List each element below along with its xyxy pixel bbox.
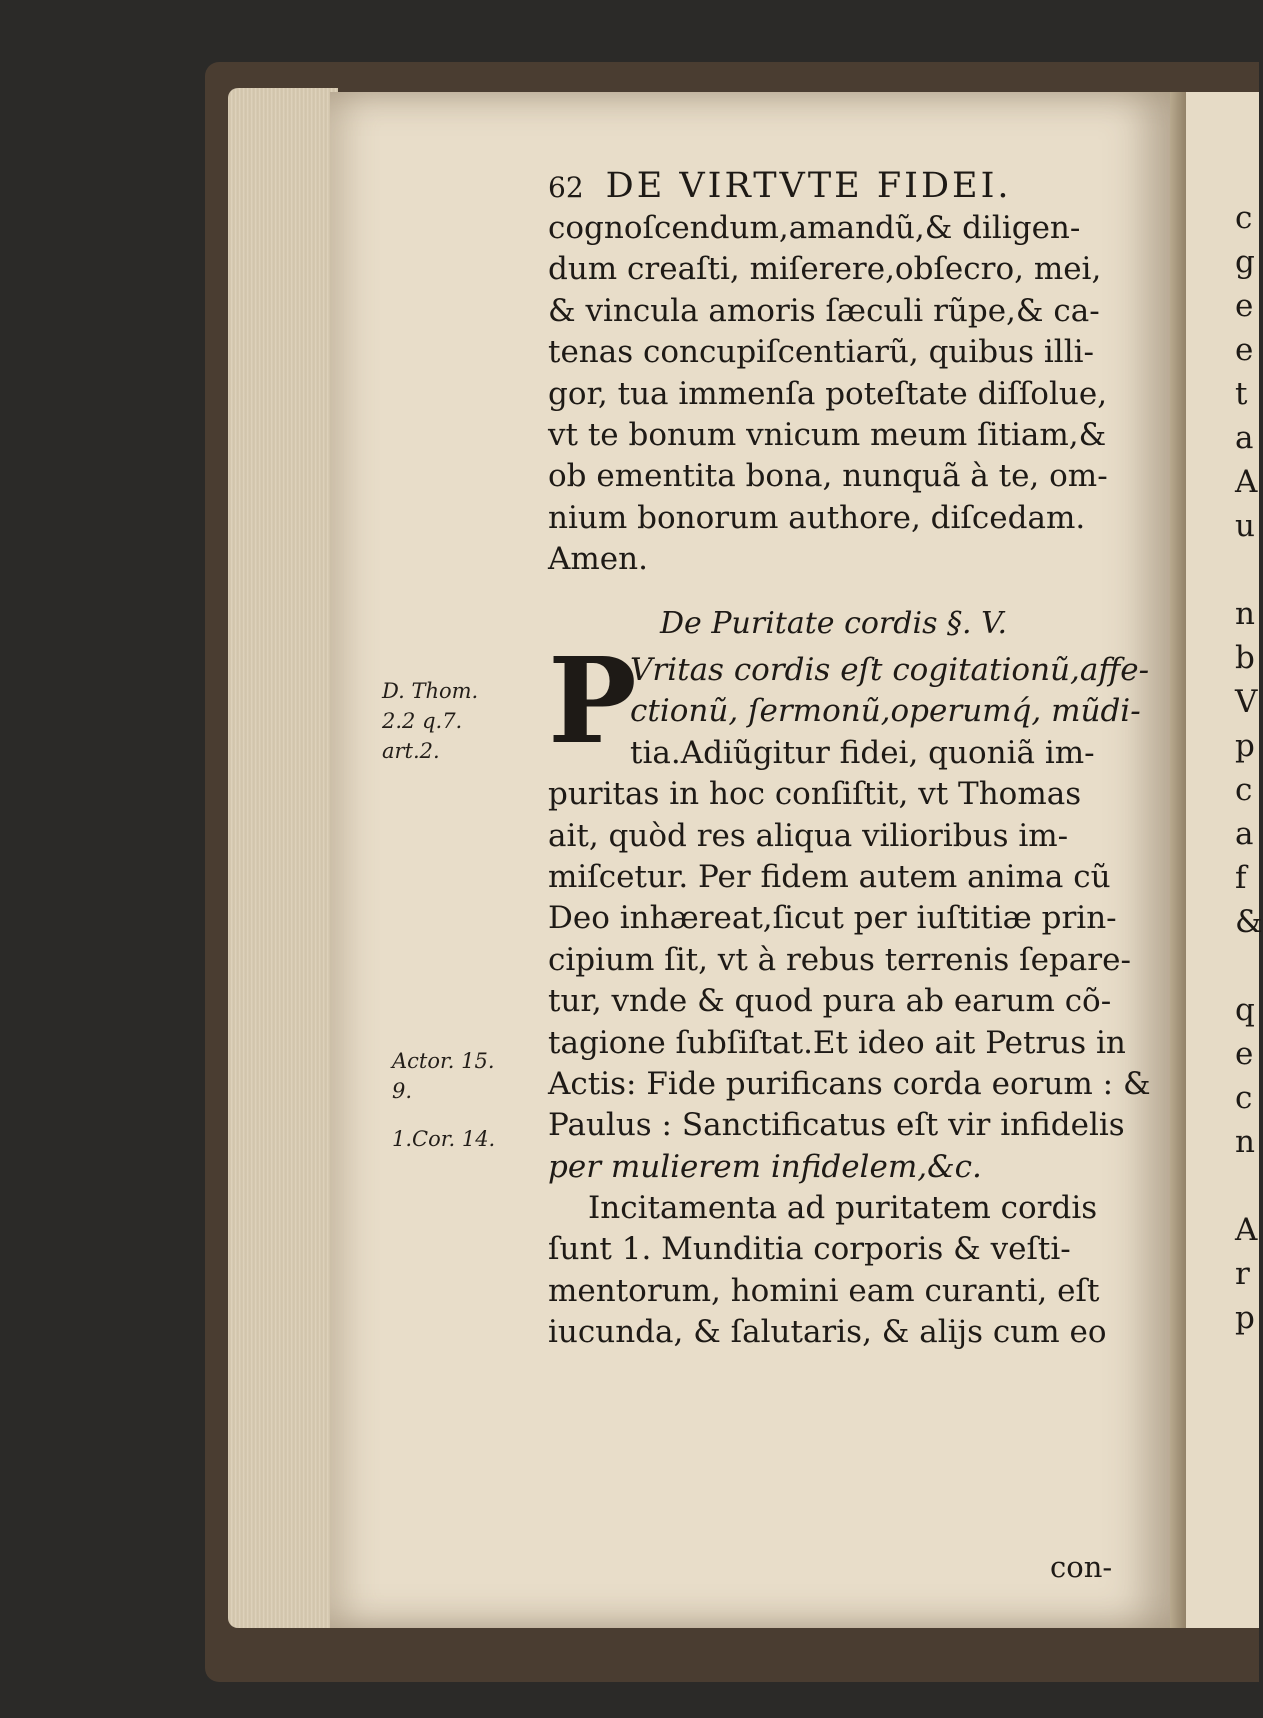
page-number: 62 bbox=[548, 171, 584, 204]
right-page-letter: e bbox=[1235, 1036, 1254, 1072]
running-head-title: DE VIRTVTE FIDEI. bbox=[605, 166, 1012, 206]
text-line: ſunt 1. Munditia corporis & veſti- bbox=[548, 1231, 1071, 1268]
right-page-letter: n bbox=[1235, 1124, 1255, 1160]
text-line: Actis: Fide purificans corda eorum : & bbox=[548, 1065, 1151, 1102]
page-edges bbox=[228, 88, 338, 1628]
right-page-letter: p bbox=[1235, 728, 1255, 764]
right-page-letter: c bbox=[1235, 772, 1253, 808]
right-page-letter: q bbox=[1235, 992, 1255, 1028]
text-line: ob ementita bona, nunquã à te, om- bbox=[548, 458, 1108, 495]
text-line: ctionũ, ſermonũ,operumq́, mũdi- bbox=[630, 693, 1141, 730]
text-line: iucunda, & ſalutaris, & alijs cum eo bbox=[548, 1314, 1107, 1351]
text-line: per mulierem infidelem,&c. bbox=[548, 1148, 982, 1185]
text-line: cipium ſit, vt à rebus terrenis ſepare- bbox=[548, 941, 1131, 978]
text-line: tia.Adiũgitur fidei, quoniã im- bbox=[630, 734, 1095, 771]
text-line: Incitamenta ad puritatem cordis bbox=[588, 1190, 1098, 1227]
margin-note-line: 1.Cor. 14. bbox=[392, 1127, 496, 1151]
right-page-letter: V bbox=[1235, 684, 1258, 720]
right-page-letter: b bbox=[1235, 640, 1255, 676]
text-line: Vritas cordis eſt cogitationũ,affe- bbox=[630, 652, 1150, 688]
right-page-letter: a bbox=[1235, 816, 1254, 852]
text-line: mentorum, homini eam curanti, eſt bbox=[548, 1272, 1100, 1309]
right-page-letter: p bbox=[1235, 1300, 1255, 1336]
text-line: dum creaſti, miſerere,obſecro, mei, bbox=[548, 251, 1102, 288]
margin-note-cor bbox=[392, 1124, 495, 1154]
right-page-letter: A bbox=[1235, 1212, 1258, 1248]
catchword: con- bbox=[1050, 1550, 1113, 1584]
text-line: gor, tua immenſa poteſtate diſſolue, bbox=[548, 375, 1108, 412]
text-line: Amen. bbox=[548, 541, 648, 578]
right-page-letter: & bbox=[1235, 904, 1263, 940]
main-text-block bbox=[548, 208, 1130, 581]
text-line: & vincula amoris ſæculi rũpe,& ca- bbox=[548, 292, 1100, 329]
right-page-letter: t bbox=[1235, 376, 1248, 412]
right-page-letter: g bbox=[1235, 244, 1255, 280]
section-text-block bbox=[548, 650, 1151, 1354]
margin-note-line: 2.2 q.7. bbox=[382, 709, 463, 733]
right-page-letter: A bbox=[1235, 464, 1258, 500]
margin-note-line: Actor. 15. bbox=[392, 1049, 495, 1073]
margin-note-thomas bbox=[382, 676, 478, 766]
right-page-letter: e bbox=[1235, 288, 1254, 324]
margin-note-line: art.2. bbox=[382, 739, 440, 763]
running-head bbox=[548, 166, 1068, 206]
text-line: nium bonorum authore, diſcedam. bbox=[548, 499, 1086, 536]
text-line: cognoſcendum,amandũ,& diligen- bbox=[548, 210, 1081, 246]
right-page-letter: a bbox=[1235, 420, 1254, 456]
text-line: Paulus : Sanctificatus eſt vir infidelis bbox=[548, 1107, 1125, 1144]
right-page-letter: c bbox=[1235, 200, 1253, 236]
right-page-letter: c bbox=[1235, 1080, 1253, 1116]
text-line: tenas concupiſcentiarũ, quibus illi- bbox=[548, 334, 1095, 371]
right-page-letter: r bbox=[1235, 1256, 1250, 1292]
section-heading: De Puritate cordis §. V. bbox=[660, 606, 1008, 641]
margin-note-line: D. Thom. bbox=[382, 679, 479, 703]
right-page-letter: n bbox=[1235, 596, 1255, 632]
right-page-letter: e bbox=[1235, 332, 1254, 368]
margin-note-actor bbox=[392, 1046, 495, 1106]
right-page-letter: u bbox=[1235, 508, 1255, 544]
text-line: vt te bonum vnicum meum ſitiam,& bbox=[548, 416, 1107, 453]
drop-cap: P bbox=[548, 631, 637, 770]
right-page-letter: f bbox=[1235, 860, 1247, 896]
text-line: puritas in hoc conſiſtit, vt Thomas bbox=[548, 776, 1082, 813]
margin-note-line: 9. bbox=[392, 1079, 413, 1103]
text-line: tagione ſubſiſtat.Et ideo ait Petrus in bbox=[548, 1024, 1126, 1061]
text-line: Deo inhæreat,ſicut per iuſtitiæ prin- bbox=[548, 900, 1117, 937]
text-line: ait, quòd res aliqua vilioribus im- bbox=[548, 817, 1069, 854]
text-line: tur, vnde & quod pura ab earum cõ- bbox=[548, 983, 1112, 1020]
text-line: miſcetur. Per fidem autem anima cũ bbox=[548, 858, 1111, 895]
